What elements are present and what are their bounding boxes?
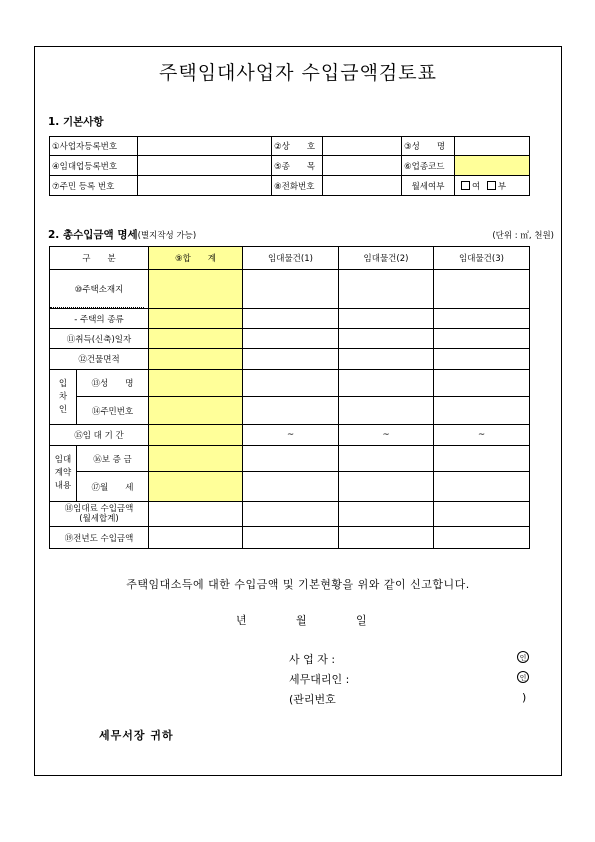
tenant-name-label: ⑬성 명 <box>77 370 149 397</box>
period-label: ⑮임 대 기 간 <box>50 425 149 446</box>
name-label: ③성 명 <box>402 137 455 156</box>
period-p2[interactable]: ~ <box>339 425 434 446</box>
tenant-id-label: ⑭주민번호 <box>77 397 149 425</box>
form-title: 주택임대사업자 수입금액검토표 <box>159 62 437 84</box>
income-table <box>49 246 530 549</box>
col-category-header: 구 분 <box>50 247 149 270</box>
period-p3[interactable]: ~ <box>434 425 530 446</box>
tenant-id-p3[interactable] <box>434 397 530 425</box>
address-p2[interactable] <box>339 270 434 309</box>
prev-income-p1[interactable] <box>243 527 339 549</box>
resident-no-label: ⑦주민 등록 번호 <box>50 176 138 196</box>
tenant-name-total[interactable] <box>149 370 243 397</box>
rent-yes-checkbox[interactable] <box>461 181 470 190</box>
rent-no-checkbox[interactable] <box>487 181 496 190</box>
category-label: ⑤종 목 <box>272 156 323 176</box>
income-p1[interactable] <box>243 502 339 527</box>
area-label: ⑫건물면적 <box>50 349 149 370</box>
declaration-text: 주택임대소득에 대한 수입금액 및 기본현황을 위와 같이 신고합니다. <box>126 578 470 591</box>
tenant-name-p2[interactable] <box>339 370 434 397</box>
col-property2-header: 임대물건(2) <box>339 247 434 270</box>
rent-yes-label: 여 <box>472 181 481 192</box>
prev-income-p3[interactable] <box>434 527 530 549</box>
resident-no-field[interactable] <box>138 176 272 196</box>
address-p1[interactable] <box>243 270 339 309</box>
area-total[interactable] <box>149 349 243 370</box>
house-type-p2[interactable] <box>339 309 434 329</box>
date-year: 년 <box>236 614 247 627</box>
name-field[interactable] <box>455 137 530 156</box>
monthly-rent-options <box>455 176 530 196</box>
business-reg-no-label: ①사업자등록번호 <box>50 137 138 156</box>
contract-group-label: 임대 계약 내용 <box>50 446 77 502</box>
prev-income-p2[interactable] <box>339 527 434 549</box>
manage-no-close: ) <box>522 691 527 704</box>
category-field[interactable] <box>323 156 402 176</box>
phone-field[interactable] <box>323 176 402 196</box>
section2-note: (별지작성 가능) <box>137 231 197 241</box>
trade-name-field[interactable] <box>323 137 402 156</box>
house-type-p3[interactable] <box>434 309 530 329</box>
monthly-p2[interactable] <box>339 472 434 502</box>
deposit-total[interactable] <box>149 446 243 472</box>
house-type-p1[interactable] <box>243 309 339 329</box>
address-dotted-divider <box>50 307 144 308</box>
rent-no-label: 부 <box>497 181 507 192</box>
area-p3[interactable] <box>434 349 530 370</box>
date-day: 일 <box>356 614 367 627</box>
prev-income-total[interactable] <box>149 527 243 549</box>
manage-no-label: (관리번호 <box>289 693 336 706</box>
col-property3-header: 임대물건(3) <box>434 247 530 270</box>
area-p2[interactable] <box>339 349 434 370</box>
acquire-date-p3[interactable] <box>434 329 530 349</box>
tenant-group-label: 입 차 인 <box>50 370 77 425</box>
addressee: 세무서장 귀하 <box>99 729 174 742</box>
income-label: ⑱임대료 수입금액 (월세합계) <box>50 502 149 527</box>
acquire-date-label: ⑪취득(신축)일자 <box>50 329 149 349</box>
house-type-total[interactable] <box>149 309 243 329</box>
trade-name-label: ②상 호 <box>272 137 323 156</box>
col-property1-header: 임대물건(1) <box>243 247 339 270</box>
monthly-p3[interactable] <box>434 472 530 502</box>
rental-reg-no-field[interactable] <box>138 156 272 176</box>
address-p3[interactable] <box>434 270 530 309</box>
acquire-date-total[interactable] <box>149 329 243 349</box>
monthly-rent-label: 월세여부 <box>402 176 455 196</box>
address-label: ⑩주택소재지 <box>50 270 149 309</box>
tenant-id-p1[interactable] <box>243 397 339 425</box>
monthly-label: ⑰월 세 <box>77 472 149 502</box>
acquire-date-p1[interactable] <box>243 329 339 349</box>
phone-label: ⑧전화번호 <box>272 176 323 196</box>
section1-heading: 1. 기본사항 <box>48 116 104 128</box>
section2-heading <box>48 227 196 242</box>
prev-income-label: ⑲전년도 수입금액 <box>50 527 149 549</box>
col-total-header: ⑨합 계 <box>149 247 243 270</box>
deposit-p3[interactable] <box>434 446 530 472</box>
basic-info-table <box>49 136 530 196</box>
period-p1[interactable]: ~ <box>243 425 339 446</box>
period-total[interactable] <box>149 425 243 446</box>
house-type-label: - 주택의 종류 <box>50 309 149 329</box>
tenant-id-total[interactable] <box>149 397 243 425</box>
tenant-name-p3[interactable] <box>434 370 530 397</box>
operator-label: 사 업 자 : <box>289 653 336 666</box>
income-p2[interactable] <box>339 502 434 527</box>
area-p1[interactable] <box>243 349 339 370</box>
agent-seal-icon: 인 <box>517 671 529 683</box>
unit-note: (단위 : ㎡, 천원) <box>492 231 554 241</box>
deposit-p1[interactable] <box>243 446 339 472</box>
industry-code-field[interactable] <box>455 156 530 176</box>
industry-code-label: ⑥업종코드 <box>402 156 455 176</box>
rental-reg-no-label: ④임대업등록번호 <box>50 156 138 176</box>
business-reg-no-field[interactable] <box>138 137 272 156</box>
operator-seal-icon: 인 <box>517 651 529 663</box>
deposit-p2[interactable] <box>339 446 434 472</box>
monthly-p1[interactable] <box>243 472 339 502</box>
acquire-date-p2[interactable] <box>339 329 434 349</box>
income-p3[interactable] <box>434 502 530 527</box>
section2-title: 2. 총수입금액 명세 <box>48 229 138 241</box>
date-month: 월 <box>296 614 307 627</box>
income-total[interactable] <box>149 502 243 527</box>
agent-label: 세무대리인 : <box>289 673 350 686</box>
deposit-label: ⑯보 증 금 <box>77 446 149 472</box>
tenant-name-p1[interactable] <box>243 370 339 397</box>
address-total[interactable] <box>149 270 243 309</box>
tenant-id-p2[interactable] <box>339 397 434 425</box>
monthly-total[interactable] <box>149 472 243 502</box>
